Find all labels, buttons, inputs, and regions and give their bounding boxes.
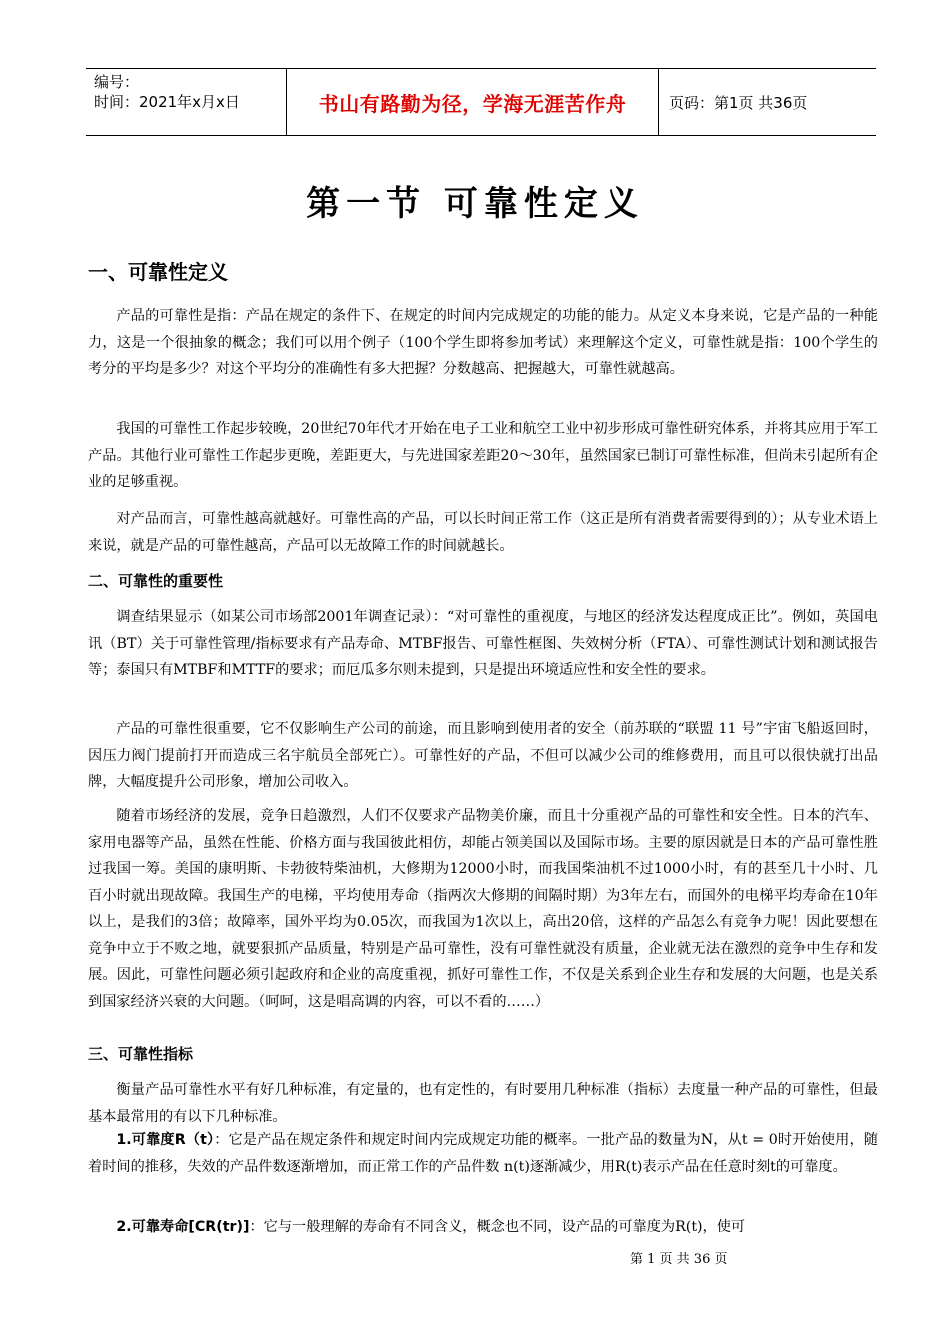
header-page-info: 页码：第1页 共36页: [669, 93, 808, 112]
section-1-paragraph-3: 对产品而言，可靠性越高就越好。可靠性高的产品，可以长时间正常工作（这正是所有消费者需要得到的）；从专业术语上来说，就是产品的可靠性越高，产品可以无故障工作的时间就越长。: [88, 511, 878, 554]
section-1-paragraph-2: 我国的可靠性工作起步较晚，20世纪70年代才开始在电子工业和航空工业中初步形成可靠性研究体系，并将其应用于军工产品。其他行业可靠性工作起步更晚，差距更大，与先进国家差距20～30年，虽然国家已制订可靠性标准，但尚未引起所有企业的足够重视。: [88, 421, 878, 490]
document-title: 第一节 可靠性定义: [306, 184, 644, 224]
section-2-paragraph-2: 产品的可靠性很重要，它不仅影响生产公司的前途，而且影响到使用者的安全（前苏联的“联盟 11 号”宇宙飞船返回时，因压力阀门提前打开而造成三名宇航员全部死亡）。可靠性好的产品，不但可以减少公司的维修费用，而且可以很快就打出品牌，大幅度提升公司形象，增加公司收入。: [88, 721, 878, 790]
page-footer: 第 1 页 共 36 页: [630, 1252, 728, 1267]
section-2-heading: 二、可靠性的重要性: [88, 572, 224, 590]
item-1-text: ：它是产品在规定条件和规定时间内完成规定功能的概率。一批产品的数量为N，从t = 0时开始使用，随着时间的推移，失效的产品件数逐渐增加，而正常工作的产品件数 n(t)逐渐减少，用R(t)表示产品在任意时刻t的可靠度。: [88, 1132, 878, 1175]
section-1-heading: 一、可靠性定义: [88, 260, 228, 284]
section-3-item-1: [88, 1127, 878, 1180]
time-label: 时间：2021年x月x日: [94, 93, 240, 111]
section-3-item-2: [88, 1214, 878, 1241]
section-1-paragraph-1: 产品的可靠性是指：产品在规定的条件下、在规定的时间内完成规定的功能的能力。从定义本身来说，它是产品的一种能力，这是一个很抽象的概念；我们可以用个例子（100个学生即将参加考试）来理解这个定义，可靠性就是指：100个学生的考分的平均是多少？对这个平均分的准确性有多大把握？分数越高、把握越大，可靠性就越高。: [88, 308, 878, 377]
header-info-cell: [86, 69, 287, 135]
header-motto: 书山有路勤为径，学海无涯苦作舟: [287, 69, 659, 135]
item-2-label: 2.可靠寿命[CR(tr)]: [116, 1219, 250, 1235]
item-2-text: ：它与一般理解的寿命有不同含义，概念也不同，设产品的可靠度为R(t)，使可: [249, 1219, 746, 1235]
section-3-paragraph-1: 衡量产品可靠性水平有好几种标准，有定量的，也有定性的，有时要用几种标准（指标）去度量一种产品的可靠性，但最基本最常用的有以下几种标准。: [88, 1082, 878, 1125]
section-3-heading: 三、可靠性指标: [88, 1045, 194, 1063]
number-label: 编号：: [94, 73, 140, 91]
section-2-paragraph-1: 调查结果显示（如某公司市场部2001年调查记录）：“对可靠性的重视度，与地区的经济发达程度成正比”。例如，英国电讯（BT）关于可靠性管理/指标要求有产品寿命、MTBF报告、可靠性框图、失效树分析（FTA）、可靠性测试计划和测试报告等；泰国只有MTBF和MTTF的要求；而厄瓜多尔则未提到，只是提出环境适应性和安全性的要求。: [88, 609, 878, 678]
section-2-paragraph-3: 随着市场经济的发展，竞争日趋激烈，人们不仅要求产品物美价廉，而且十分重视产品的可靠性和安全性。日本的汽车、家用电器等产品，虽然在性能、价格方面与我国彼此相仿，却能占领美国以及国际市场。主要的原因就是日本的产品可靠性胜过我国一筹。美国的康明斯、卡勃彼特柴油机，大修期为12000小时，而我国柴油机不过1000小时，有的甚至几十小时、几百小时就出现故障。我国生产的电梯，平均使用寿命（指两次大修期的间隔时期）为3年左右，而国外的电梯平均寿命在10年以上，是我们的3倍；故障率，国外平均为0.05次，而我国为1次以上，高出20倍，这样的产品怎么有竞争力呢！因此要想在竞争中立于不败之地，就要狠抓产品质量，特别是产品可靠性，没有可靠性就没有质量，企业就无法在激烈的竞争中生存和发展。因此，可靠性问题必须引起政府和企业的高度重视，抓好可靠性工作，不仅是关系到企业生存和发展的大问题，也是关系到国家经济兴衰的大问题。（呵呵，这是唱高调的内容，可以不看的……）: [88, 808, 878, 1010]
page-header: [86, 68, 876, 136]
item-1-label: 1.可靠度R（t）: [116, 1132, 215, 1148]
